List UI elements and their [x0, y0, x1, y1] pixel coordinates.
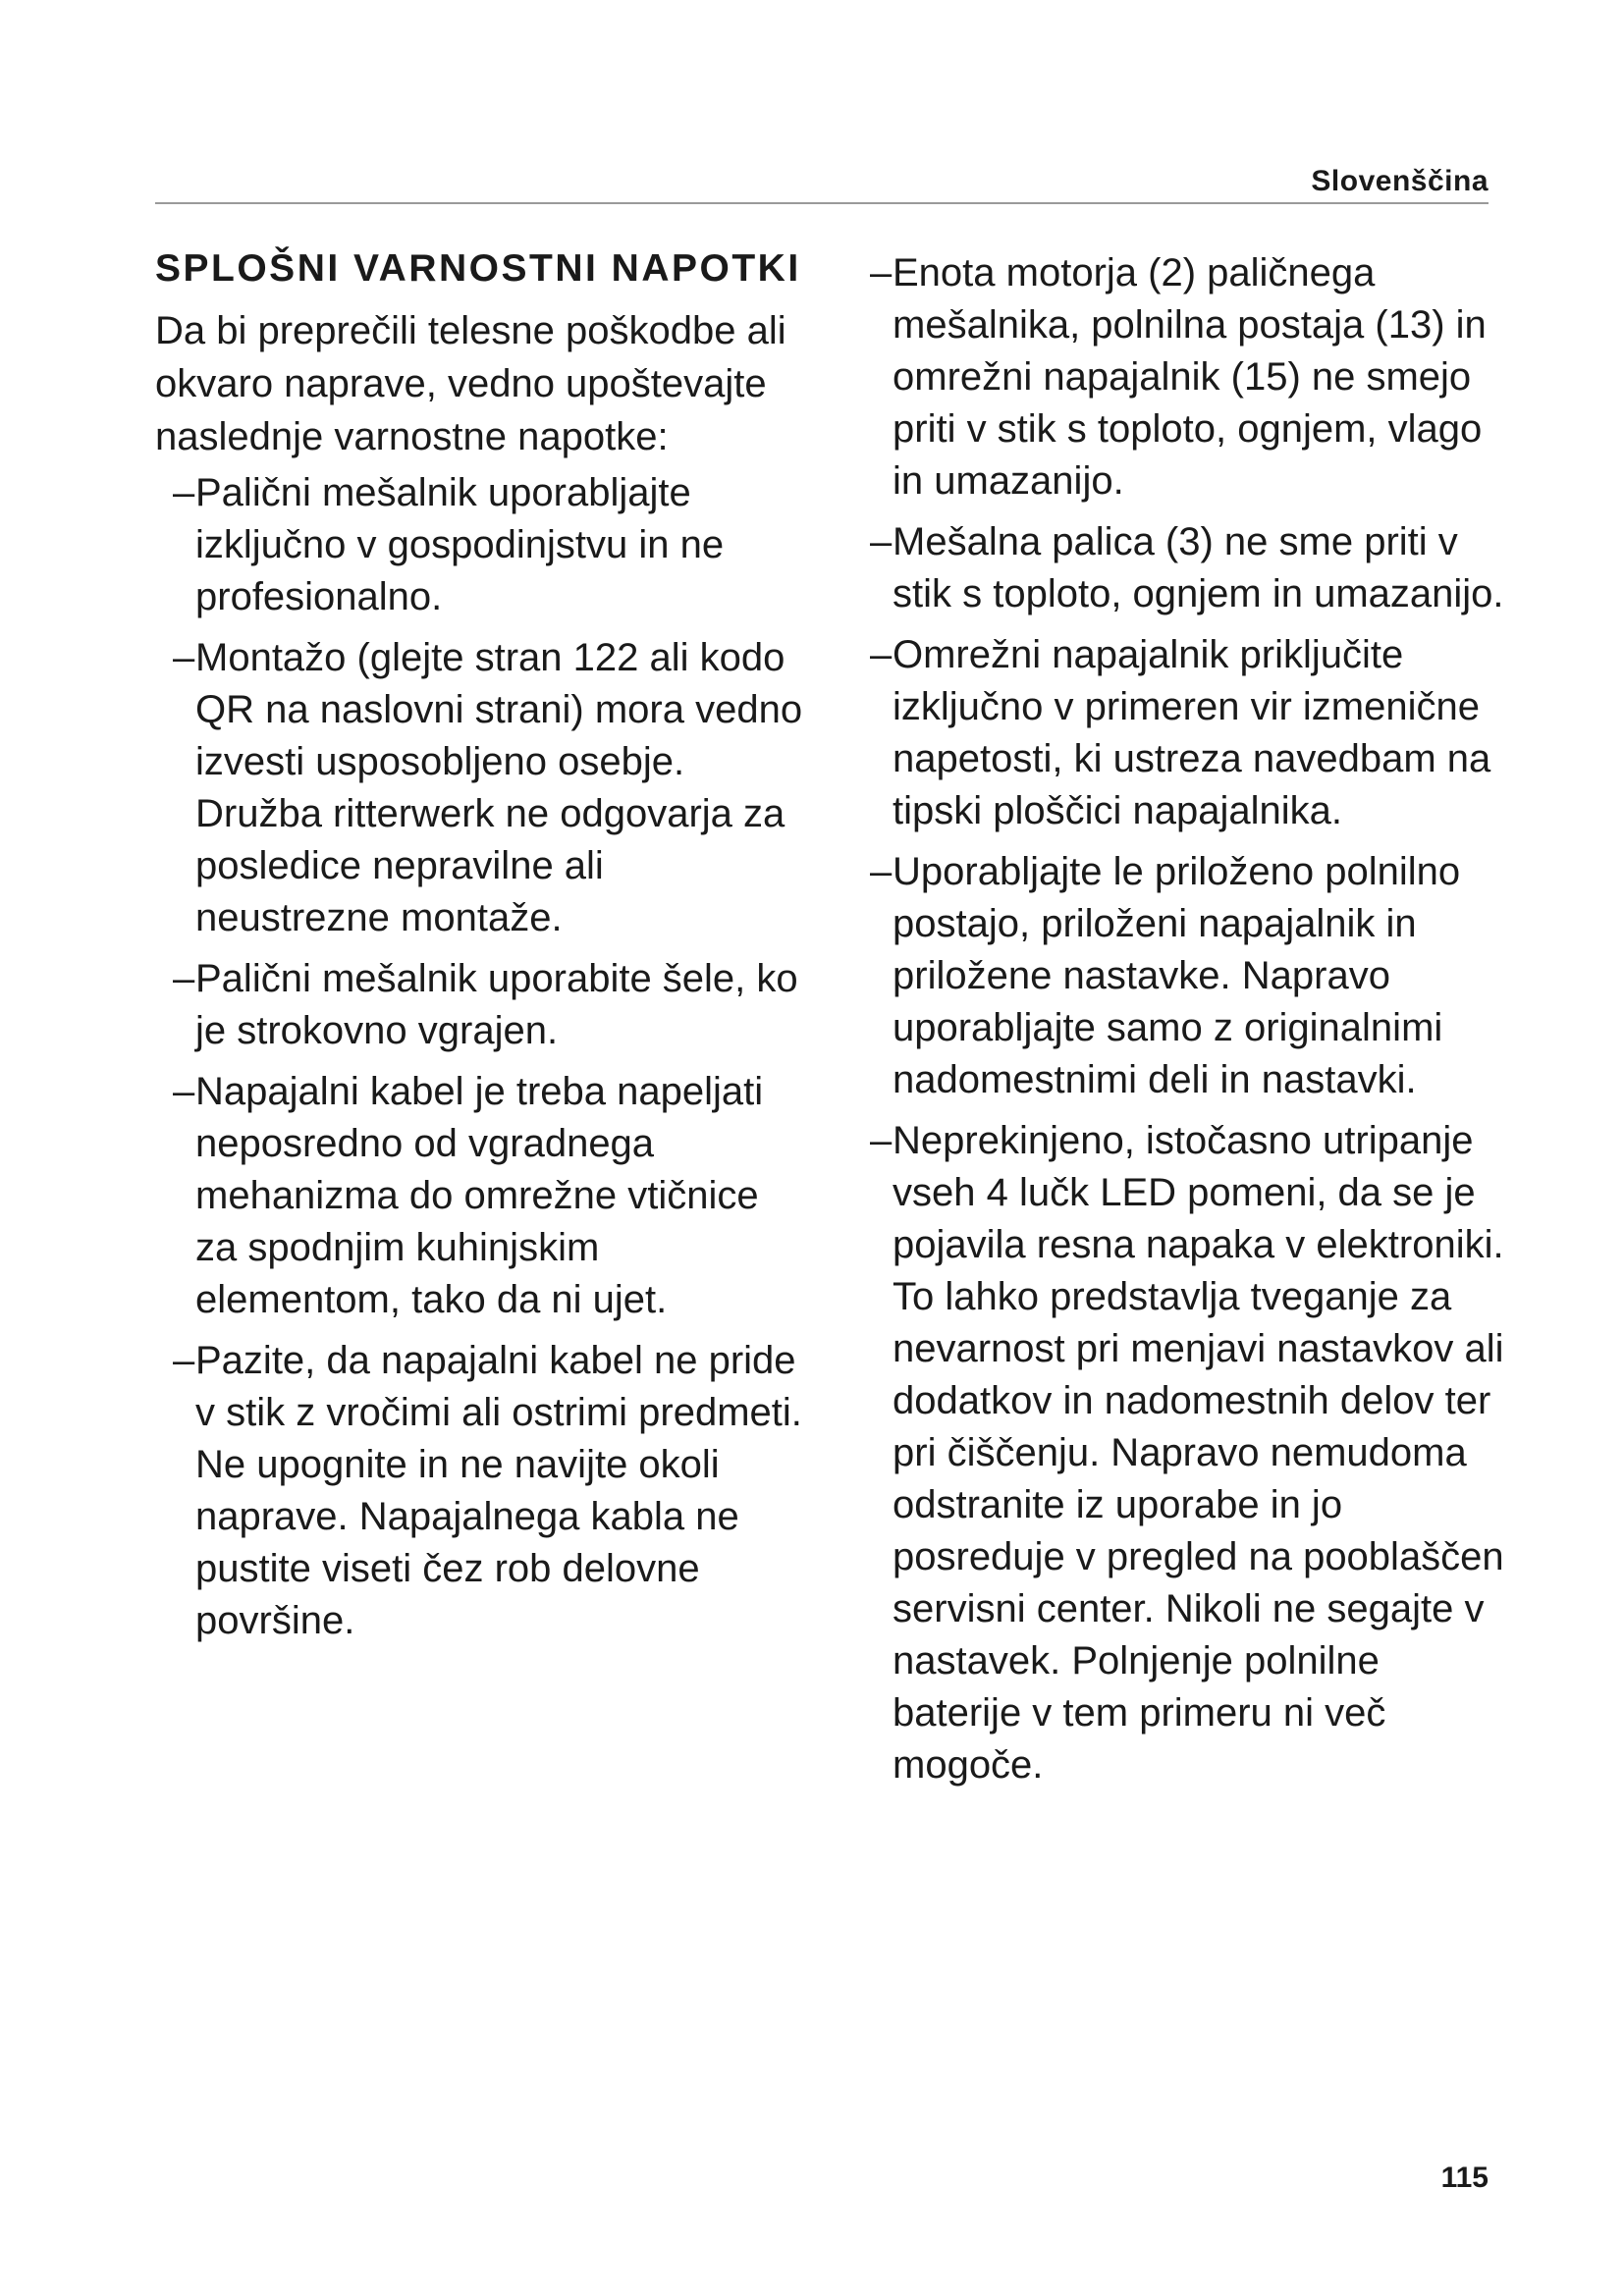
- bullet-dash: –: [870, 1119, 893, 1162]
- list-item: [155, 632, 803, 944]
- bullet-text: Mešalna palica (3) ne sme priti v stik s toploto, ognjem in umazanijo.: [893, 520, 1504, 615]
- list-item: [870, 846, 1505, 1106]
- language-label: Slovenščina: [1311, 165, 1489, 197]
- list-item: [155, 467, 803, 623]
- list-item: [870, 516, 1505, 620]
- bullet-text: Palični mešalnik uporabljajte izključno v gospodinjstvu in ne profesionalno.: [195, 471, 725, 618]
- right-column: [870, 247, 1505, 1800]
- intro-paragraph: Da bi preprečili telesne poškodbe ali okvaro naprave, vedno upoštevajte naslednje varnostne napotke:: [155, 309, 786, 458]
- bullet-dash: –: [173, 1070, 195, 1113]
- bullet-dash: –: [870, 251, 893, 294]
- list-item: [870, 629, 1505, 837]
- list-item: [155, 1066, 803, 1326]
- bullet-text: Montažo (glejte stran 122 ali kodo QR na naslovni strani) mora vedno izvesti usposobljeno osebje. Družba ritterwerk ne odgovarja za posledice nepravilne ali neustrezne montaže.: [195, 636, 803, 939]
- bullet-text: Pazite, da napajalni kabel ne pride v stik z vročimi ali ostrimi predmeti. Ne upognite in ne navijte okoli naprave. Napajalnega kabla ne pustite viseti čez rob delovne površine.: [195, 1339, 802, 1642]
- page-number: 115: [1440, 2162, 1489, 2194]
- bullet-dash: –: [173, 1339, 195, 1382]
- bullet-text: Neprekinjeno, istočasno utripanje vseh 4 lučk LED pomeni, da se je pojavila resna napaka v elektroniki. To lahko predstavlja tveganje za nevarnost pri menjavi nastavkov ali dodatkov in nadomestnih delov ter pri čiščenju. Napravo nemudoma odstranite iz uporabe in jo posreduje v pregled na pooblaščen servisni center. Nikoli ne segajte v nastavek. Polnjenje polnilne baterije v tem primeru ni več mogoče.: [893, 1119, 1504, 1787]
- left-bullet-list: [155, 467, 803, 1647]
- bullet-text: Omrežni napajalnik priključite izključno v primeren vir izmenične napetosti, ki ustreza navedbam na tipski ploščici napajalnika.: [893, 633, 1491, 832]
- bullet-dash: –: [870, 633, 893, 676]
- bullet-dash: –: [870, 850, 893, 893]
- bullet-text: Enota motorja (2) paličnega mešalnika, polnilna postaja (13) in omrežni napajalnik (15) ne smejo priti v stik s toploto, ognjem, vlago in umazanijo.: [893, 251, 1487, 503]
- bullet-dash: –: [173, 636, 195, 679]
- list-item: [870, 247, 1505, 507]
- header-divider: [155, 202, 1489, 204]
- list-item: [870, 1115, 1505, 1791]
- bullet-text: Palični mešalnik uporabite šele, ko je strokovno vgrajen.: [195, 957, 798, 1052]
- list-item: [155, 953, 803, 1057]
- list-item: [155, 1335, 803, 1647]
- bullet-text: Uporabljajte le priloženo polnilno postajo, priloženi napajalnik in priložene nastavke. Napravo uporabljajte samo z originalnimi nadomestnimi deli in nastavki.: [893, 850, 1461, 1101]
- bullet-dash: –: [173, 957, 195, 1000]
- right-bullet-list: [870, 247, 1505, 1791]
- bullet-dash: –: [173, 471, 195, 514]
- left-column: [155, 243, 803, 1656]
- bullet-text: Napajalni kabel je treba napeljati neposredno od vgradnega mehanizma do omrežne vtičnice za spodnjim kuhinjskim elementom, tako da ni ujet.: [195, 1070, 764, 1321]
- bullet-dash: –: [870, 520, 893, 563]
- section-title: SPLOŠNI VARNOSTNI NAPOTKI: [155, 247, 801, 290]
